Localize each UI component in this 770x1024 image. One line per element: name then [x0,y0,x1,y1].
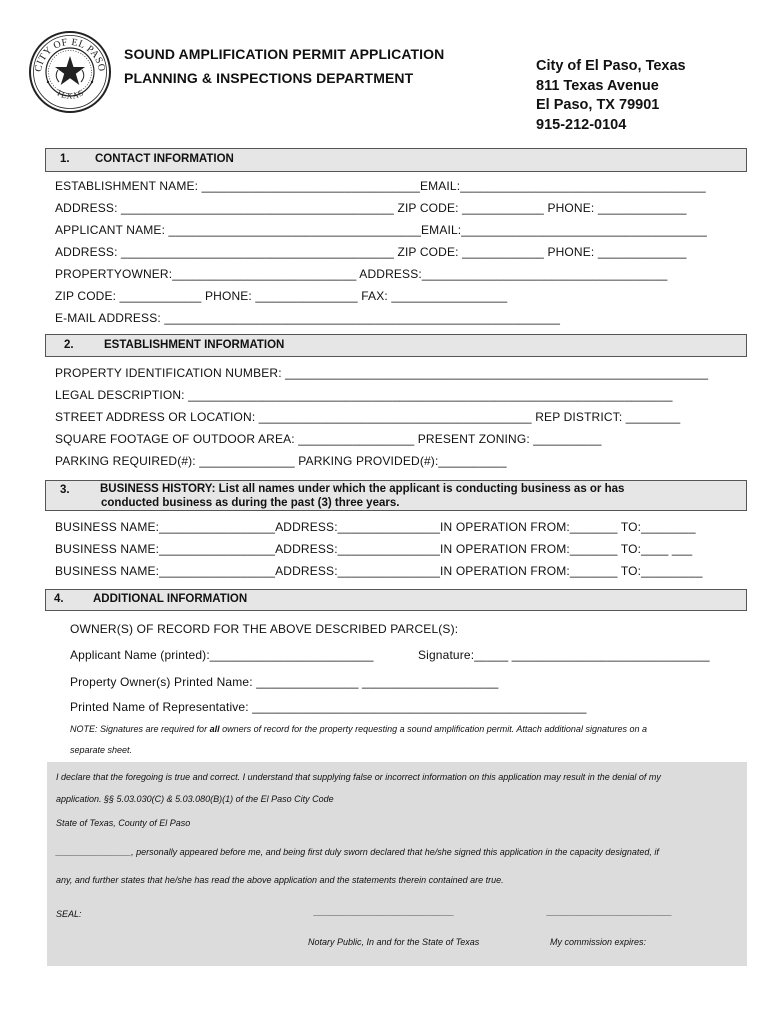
section-4-header [45,589,747,611]
section-1-title: CONTACT INFORMATION [95,153,234,165]
declaration-line-1: I declare that the foregoing is true and correct. I understand that supplying false or incorrect information on this application may result in the denial of my [56,772,661,782]
business-history-row-2[interactable]: BUSINESS NAME:_________________ADDRESS:_______________IN OPERATION FROM:_______ TO:____ ___ [55,542,693,556]
applicant-name-printed-field[interactable]: Applicant Name (printed):________________________ [70,648,374,662]
section-3-subtitle: conducted business as during the past (3) three years. [101,497,400,509]
owners-of-record-heading: OWNER(S) OF RECORD FOR THE ABOVE DESCRIBED PARCEL(S): [70,622,459,636]
notary-signature-line[interactable]: ____________________________ [314,907,455,917]
applicant-address-line[interactable]: ADDRESS: ________________________________________ ZIP CODE: ____________ PHONE: _____________ [55,245,687,259]
form-title: SOUND AMPLIFICATION PERMIT APPLICATION [124,46,445,62]
business-history-row-1[interactable]: BUSINESS NAME:_________________ADDRESS:_______________IN OPERATION FROM:_______ TO:________ [55,520,696,534]
seal-label: SEAL: [56,909,82,919]
owner-zip-phone-fax-line[interactable]: ZIP CODE: ____________ PHONE: _______________ FAX: _________________ [55,289,508,303]
note-text-1: NOTE: Signatures are required for [70,724,210,734]
address-phone: 915-212-0104 [536,116,627,133]
section-3-number: 3. [60,484,70,496]
declaration-line-5: any, and further states that he/she has read the above application and the statements therein contained are true. [56,875,504,885]
section-4-title: ADDITIONAL INFORMATION [93,593,248,605]
section-1-header [45,148,747,172]
declaration-line-4[interactable]: _______________, personally appeared before me, and being first duly sworn declared that he/she signed this application in the capacity designated, if [56,847,659,857]
declaration-line-2: application. §§ 5.03.030(C) & 5.03.080(B)(1) of the El Paso City Code [56,794,334,804]
signature-field[interactable]: Signature:_____ _____________________________ [418,648,710,662]
property-owner-line[interactable]: PROPERTYOWNER:___________________________ ADDRESS:____________________________________ [55,267,668,281]
declaration-line-3: State of Texas, County of El Paso [56,818,191,828]
section-3-header [45,480,747,511]
establishment-name-email-line[interactable]: ESTABLISHMENT NAME: ________________________________EMAIL:____________________________________ [55,179,706,193]
section-4-number: 4. [54,593,64,605]
declaration-box [47,762,747,966]
address-zip: El Paso, TX 79901 [536,97,660,113]
section-1-number: 1. [60,153,70,165]
svg-text:TEXAS [55,87,86,101]
commission-caption: My commission expires: [550,937,647,947]
section-2-title: ESTABLISHMENT INFORMATION [104,339,285,351]
address-block [536,57,686,135]
establishment-address-line[interactable]: ADDRESS: ________________________________________ ZIP CODE: ____________ PHONE: _____________ [55,201,687,215]
commission-expiry-line[interactable]: _________________________ [547,907,673,917]
seal-text-top: CITY OF EL PASO [32,36,108,73]
notary-caption: Notary Public, In and for the State of Texas [308,937,480,947]
note-text-2: owners of record for the property requesting a sound amplification permit. Attach additional signatures on a [219,724,647,734]
address-street: 811 Texas Avenue [536,77,659,94]
section-3-title: BUSINESS HISTORY: List all names under which the applicant is conducting business as or has [100,483,625,495]
legal-description-line[interactable]: LEGAL DESCRIPTION: _______________________________________________________________________ [55,388,673,402]
email-address-line[interactable]: E-MAIL ADDRESS: __________________________________________________________ [55,311,561,325]
address-city: City of El Paso, Texas [536,58,686,74]
city-seal-logo [28,30,112,114]
street-address-line[interactable]: STREET ADDRESS OR LOCATION: ________________________________________ REP DISTRICT: ________ [55,410,681,424]
note-bold-all: all [209,724,220,734]
signature-note-continued: separate sheet. [70,745,133,755]
business-history-row-3[interactable]: BUSINESS NAME:_________________ADDRESS:_______________IN OPERATION FROM:_______ TO:_________ [55,564,703,578]
applicant-name-email-line[interactable]: APPLICANT NAME: _____________________________________EMAIL:____________________________________ [55,223,707,237]
property-owner-printed-name-field[interactable]: Property Owner(s) Printed Name: _______________ ____________________ [70,675,499,689]
property-id-line[interactable]: PROPERTY IDENTIFICATION NUMBER: ______________________________________________________________ [55,366,709,380]
seal-text-bottom: TEXAS [54,87,86,101]
section-2-header [45,334,747,357]
department-name: PLANNING & INSPECTIONS DEPARTMENT [124,70,414,86]
square-footage-line[interactable]: SQUARE FOOTAGE OF OUTDOOR AREA: _________________ PRESENT ZONING: __________ [55,432,602,446]
signature-note [70,724,647,734]
representative-printed-name-field[interactable]: Printed Name of Representative: _________________________________________________ [70,700,587,714]
parking-line[interactable]: PARKING REQUIRED(#): ______________ PARKING PROVIDED(#):__________ [55,454,507,468]
section-2-number: 2. [64,339,74,351]
